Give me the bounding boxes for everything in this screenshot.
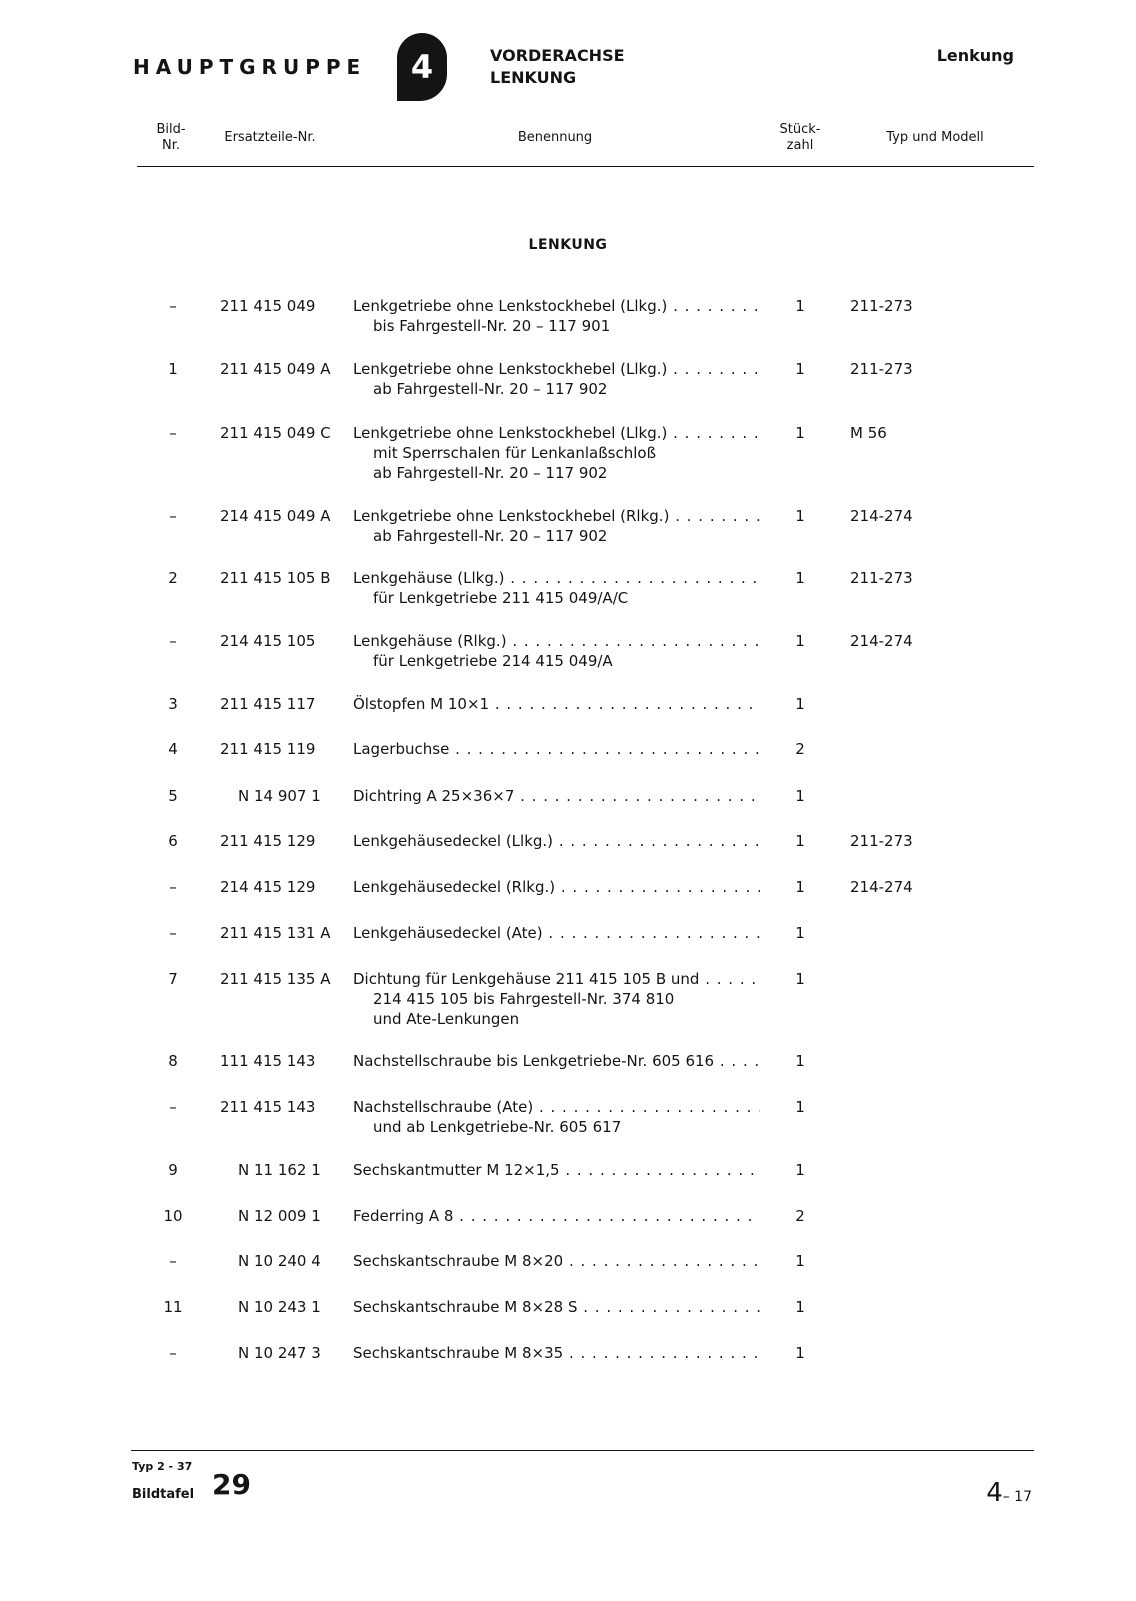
row-description-sub: 214 415 105 bis Fahrgestell-Nr. 374 810 <box>373 990 675 1008</box>
row-bild-nr: 1 <box>168 360 178 378</box>
row-description-main: Sechskantschraube M 8×35 . . . <box>353 1343 760 1363</box>
col-header-qty <box>770 122 830 154</box>
col-header-bild-1: Bild- <box>156 122 186 137</box>
row-description-main: Sechskantschraube M 8×20 . . . <box>353 1251 760 1271</box>
row-type-model: M 56 <box>850 424 887 442</box>
section-heading <box>490 45 625 89</box>
row-bild-nr: – <box>169 878 177 896</box>
table-row <box>0 1343 1136 1403</box>
row-description-main: Lenkgetriebe ohne Lenkstockhebel (Rlkg.) . . . <box>353 506 760 526</box>
col-header-qty-1: Stück- <box>779 122 821 137</box>
row-bild-nr: 10 <box>163 1207 183 1225</box>
row-quantity: 1 <box>795 507 805 525</box>
row-bild-nr: – <box>169 1252 177 1270</box>
row-description-main: Lenkgetriebe ohne Lenkstockhebel (Llkg.) . . . <box>353 296 760 316</box>
row-part-number: 211 415 143 <box>220 1098 316 1116</box>
footer-rule <box>131 1450 1034 1451</box>
row-bild-nr: – <box>169 1098 177 1116</box>
row-part-number: N 14 907 1 <box>238 787 321 805</box>
section-line-1: VORDERACHSE <box>490 46 625 65</box>
table-row <box>0 568 1136 628</box>
row-quantity: 1 <box>795 1252 805 1270</box>
row-quantity: 1 <box>795 297 805 315</box>
col-header-benennung: Benennung <box>517 130 593 145</box>
row-type-model: 214-274 <box>850 632 913 650</box>
row-description <box>353 1097 760 1137</box>
row-quantity: 1 <box>795 360 805 378</box>
row-part-number: 214 415 105 <box>220 632 316 650</box>
row-description <box>353 423 760 483</box>
table-row <box>0 423 1136 483</box>
footer-bildtafel-number: 29 <box>212 1468 251 1501</box>
row-bild-nr: 6 <box>168 832 178 850</box>
table-row <box>0 359 1136 419</box>
footer-typ: Typ 2 - 37 <box>132 1460 193 1473</box>
row-part-number: 211 415 049 A <box>220 360 331 378</box>
row-description <box>353 359 760 399</box>
row-part-number: N 10 247 3 <box>238 1344 321 1362</box>
row-quantity: 1 <box>795 1052 805 1070</box>
row-description <box>353 831 760 851</box>
row-bild-nr: – <box>169 507 177 525</box>
header-rule <box>137 166 1034 167</box>
row-description <box>353 923 760 943</box>
row-description-sub: für Lenkgetriebe 211 415 049/A/C <box>373 589 629 607</box>
row-quantity: 1 <box>795 832 805 850</box>
row-description-main: Ölstopfen M 10×1 . . . <box>353 694 760 714</box>
row-quantity: 1 <box>795 970 805 988</box>
row-description-main: Dichtring A 25×36×7 . . . <box>353 786 760 806</box>
row-bild-nr: – <box>169 924 177 942</box>
row-part-number: 211 415 105 B <box>220 569 331 587</box>
row-quantity: 1 <box>795 424 805 442</box>
row-description-sub: und ab Lenkgetriebe-Nr. 605 617 <box>373 1118 622 1136</box>
row-description-main: Dichtung für Lenkgehäuse 211 415 105 B und . . . <box>353 969 760 989</box>
row-type-model: 211-273 <box>850 569 913 587</box>
row-description-main: Nachstellschraube bis Lenkgetriebe-Nr. 605 616 . . . <box>353 1051 760 1071</box>
row-quantity: 1 <box>795 1098 805 1116</box>
row-description <box>353 1051 760 1071</box>
group-label: HAUPTGRUPPE <box>133 55 367 79</box>
row-description <box>353 786 760 806</box>
row-bild-nr: 8 <box>168 1052 178 1070</box>
row-description-sub: und Ate-Lenkungen <box>373 1010 520 1028</box>
footer-bildtafel-label: Bildtafel <box>132 1487 195 1502</box>
row-description-main: Federring A 8 . . . <box>353 1206 760 1226</box>
row-description-main: Lenkgehäusedeckel (Ate) . . . <box>353 923 760 943</box>
col-header-qty-2: zahl <box>786 138 814 153</box>
row-part-number: N 10 240 4 <box>238 1252 321 1270</box>
row-bild-nr: – <box>169 1344 177 1362</box>
table-row <box>0 296 1136 356</box>
row-description-main: Lenkgehäuse (Llkg.) . . . <box>353 568 760 588</box>
row-description-main: Lenkgetriebe ohne Lenkstockhebel (Llkg.) . . . <box>353 423 760 443</box>
row-type-model: 214-274 <box>850 878 913 896</box>
row-description <box>353 1160 760 1180</box>
row-description-sub: bis Fahrgestell-Nr. 20 – 117 901 <box>373 317 611 335</box>
page-number <box>986 1478 1032 1508</box>
row-bild-nr: 4 <box>168 740 178 758</box>
row-type-model: 211-273 <box>850 832 913 850</box>
section-line-2: LENKUNG <box>490 68 577 87</box>
row-description <box>353 1251 760 1271</box>
row-type-model: 211-273 <box>850 360 913 378</box>
row-part-number: N 12 009 1 <box>238 1207 321 1225</box>
row-quantity: 1 <box>795 787 805 805</box>
row-quantity: 1 <box>795 1161 805 1179</box>
col-header-typ: Typ und Modell <box>886 130 984 145</box>
row-description <box>353 568 760 608</box>
row-description <box>353 1343 760 1363</box>
row-description-main: Lenkgehäusedeckel (Llkg.) . . . <box>353 831 760 851</box>
col-header-bild-2: Nr. <box>161 138 180 153</box>
row-part-number: N 11 162 1 <box>238 1161 321 1179</box>
row-quantity: 1 <box>795 1344 805 1362</box>
row-part-number: 211 415 131 A <box>220 924 331 942</box>
table-row <box>0 1097 1136 1157</box>
col-header-bild <box>146 122 196 154</box>
row-part-number: 211 415 119 <box>220 740 316 758</box>
row-bild-nr: – <box>169 424 177 442</box>
row-description <box>353 877 760 897</box>
row-quantity: 1 <box>795 569 805 587</box>
row-description <box>353 296 760 336</box>
row-part-number: 214 415 129 <box>220 878 316 896</box>
table-row <box>0 506 1136 566</box>
row-description <box>353 694 760 714</box>
row-quantity: 1 <box>795 632 805 650</box>
row-part-number: 211 415 117 <box>220 695 316 713</box>
row-part-number: 211 415 049 <box>220 297 316 315</box>
row-quantity: 2 <box>795 1207 805 1225</box>
row-description-sub: ab Fahrgestell-Nr. 20 – 117 902 <box>373 464 608 482</box>
row-description <box>353 969 760 1029</box>
row-quantity: 1 <box>795 924 805 942</box>
row-quantity: 1 <box>795 878 805 896</box>
table-row <box>0 631 1136 691</box>
table-row <box>0 969 1136 1029</box>
row-description-sub: mit Sperrschalen für Lenkanlaßschloß <box>373 444 657 462</box>
row-bild-nr: – <box>169 297 177 315</box>
row-description <box>353 1206 760 1226</box>
row-bild-nr: 2 <box>168 569 178 587</box>
row-description-main: Sechskantmutter M 12×1,5 . . . <box>353 1160 760 1180</box>
row-part-number: 211 415 049 C <box>220 424 331 442</box>
row-description-main: Lagerbuchse . . . <box>353 739 760 759</box>
group-number-badge: 4 <box>397 33 447 101</box>
row-description-sub: ab Fahrgestell-Nr. 20 – 117 902 <box>373 380 608 398</box>
section-title: LENKUNG <box>528 237 608 253</box>
row-bild-nr: 11 <box>163 1298 183 1316</box>
row-quantity: 1 <box>795 695 805 713</box>
row-part-number: N 10 243 1 <box>238 1298 321 1316</box>
row-bild-nr: 3 <box>168 695 178 713</box>
row-quantity: 2 <box>795 740 805 758</box>
row-description-main: Lenkgehäusedeckel (Rlkg.) . . . <box>353 877 760 897</box>
row-bild-nr: 9 <box>168 1161 178 1179</box>
row-bild-nr: 5 <box>168 787 178 805</box>
row-part-number: 211 415 129 <box>220 832 316 850</box>
row-description-main: Sechskantschraube M 8×28 S . . . <box>353 1297 760 1317</box>
row-type-model: 214-274 <box>850 507 913 525</box>
row-description-sub: ab Fahrgestell-Nr. 20 – 117 902 <box>373 527 608 545</box>
row-part-number: 211 415 135 A <box>220 970 331 988</box>
row-description <box>353 506 760 546</box>
page-number-sub: – 17 <box>1002 1489 1032 1505</box>
row-quantity: 1 <box>795 1298 805 1316</box>
category-label: Lenkung <box>936 46 1014 65</box>
row-description-main: Nachstellschraube (Ate) . . . <box>353 1097 760 1117</box>
row-description <box>353 1297 760 1317</box>
row-part-number: 111 415 143 <box>220 1052 316 1070</box>
col-header-nr: Ersatzteile-Nr. <box>224 130 316 145</box>
row-description <box>353 739 760 759</box>
row-description-sub: für Lenkgetriebe 214 415 049/A <box>373 652 613 670</box>
row-bild-nr: – <box>169 632 177 650</box>
page-number-main: 4 <box>986 1478 1003 1508</box>
row-description-main: Lenkgehäuse (Rlkg.) . . . <box>353 631 760 651</box>
row-part-number: 214 415 049 A <box>220 507 331 525</box>
row-description-main: Lenkgetriebe ohne Lenkstockhebel (Llkg.) . . . <box>353 359 760 379</box>
row-type-model: 211-273 <box>850 297 913 315</box>
row-bild-nr: 7 <box>168 970 178 988</box>
row-description <box>353 631 760 671</box>
